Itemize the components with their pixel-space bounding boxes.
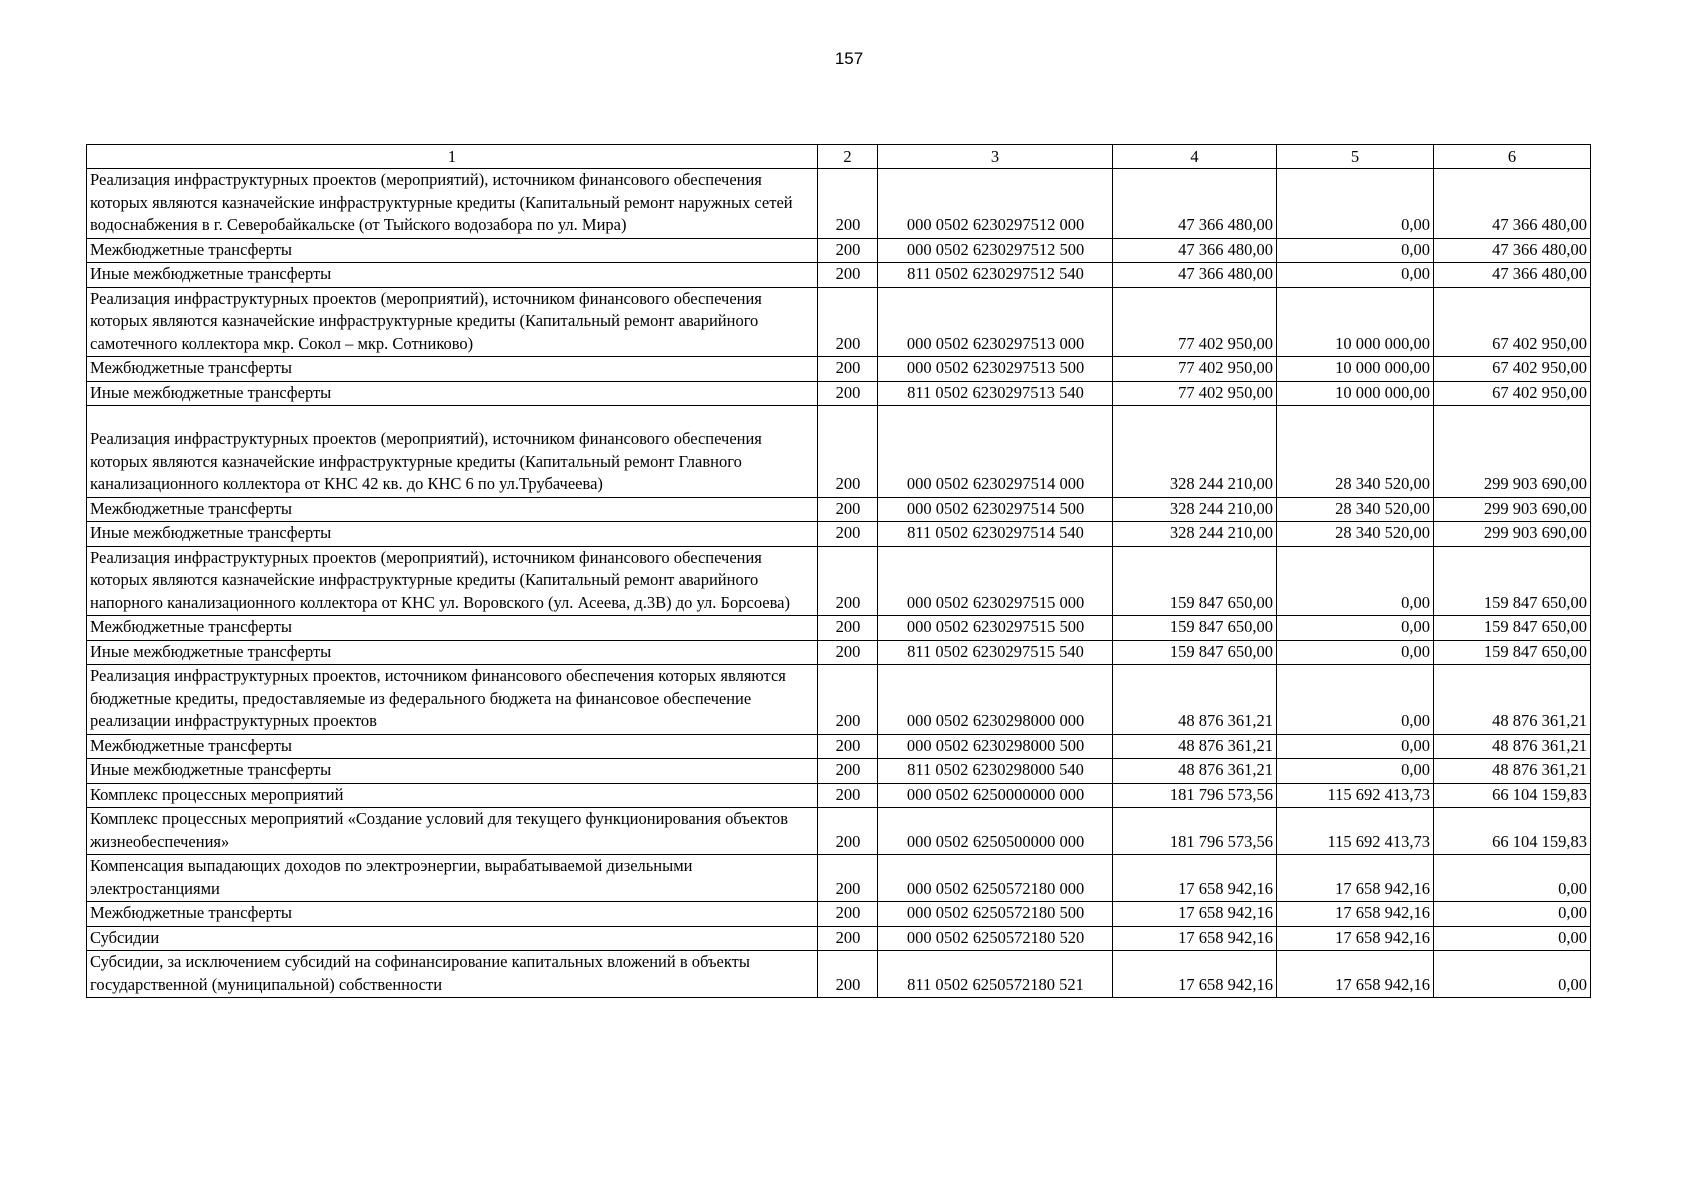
row-col-2: 200 — [818, 357, 878, 382]
header-col-4: 4 — [1113, 145, 1277, 169]
row-col-6: 47 366 480,00 — [1434, 238, 1591, 263]
row-col-2: 200 — [818, 616, 878, 641]
table-row — [87, 238, 1591, 263]
table-row — [87, 616, 1591, 641]
row-col-5: 0,00 — [1277, 759, 1434, 784]
row-col-6: 159 847 650,00 — [1434, 616, 1591, 641]
row-name: Межбюджетные трансферты — [87, 616, 818, 641]
table-row — [87, 522, 1591, 547]
row-col-4: 17 658 942,16 — [1113, 951, 1277, 998]
row-col-5: 28 340 520,00 — [1277, 522, 1434, 547]
row-col-6: 67 402 950,00 — [1434, 357, 1591, 382]
row-col-6: 66 104 159,83 — [1434, 808, 1591, 855]
row-col-2: 200 — [818, 238, 878, 263]
row-col-6: 0,00 — [1434, 926, 1591, 951]
row-col-2: 200 — [818, 406, 878, 498]
row-code: 000 0502 6230298000 000 — [878, 665, 1113, 735]
table-row — [87, 926, 1591, 951]
row-col-5: 10 000 000,00 — [1277, 381, 1434, 406]
table-row — [87, 759, 1591, 784]
table-row — [87, 357, 1591, 382]
row-col-5: 0,00 — [1277, 238, 1434, 263]
row-col-4: 328 244 210,00 — [1113, 522, 1277, 547]
row-col-2: 200 — [818, 855, 878, 902]
row-col-4: 48 876 361,21 — [1113, 665, 1277, 735]
row-col-4: 328 244 210,00 — [1113, 497, 1277, 522]
row-col-6: 66 104 159,83 — [1434, 783, 1591, 808]
row-col-6: 0,00 — [1434, 902, 1591, 927]
row-code: 000 0502 6230297512 500 — [878, 238, 1113, 263]
row-col-5: 28 340 520,00 — [1277, 406, 1434, 498]
row-name: Реализация инфраструктурных проектов (мероприятий), источником финансового обеспечения которых являются казначейские инфраструктурные кредиты (Капитальный ремонт аварийного самотечного коллектора мкр. Сокол – мкр. Сотниково) — [87, 287, 818, 357]
row-col-4: 328 244 210,00 — [1113, 406, 1277, 498]
table-row — [87, 855, 1591, 902]
row-name: Субсидии, за исключением субсидий на софинансирование капитальных вложений в объекты государственной (муниципальной) собственности — [87, 951, 818, 998]
row-code: 811 0502 6230297515 540 — [878, 640, 1113, 665]
row-col-6: 299 903 690,00 — [1434, 406, 1591, 498]
table-row — [87, 169, 1591, 239]
row-col-5: 10 000 000,00 — [1277, 287, 1434, 357]
row-col-5: 0,00 — [1277, 546, 1434, 616]
row-code: 000 0502 6250000000 000 — [878, 783, 1113, 808]
row-code: 000 0502 6250500000 000 — [878, 808, 1113, 855]
row-col-4: 77 402 950,00 — [1113, 287, 1277, 357]
row-name: Межбюджетные трансферты — [87, 357, 818, 382]
table-row — [87, 951, 1591, 998]
row-col-4: 48 876 361,21 — [1113, 759, 1277, 784]
row-name: Комплекс процессных мероприятий «Создание условий для текущего функционирования объектов жизнеобеспечения» — [87, 808, 818, 855]
row-col-5: 0,00 — [1277, 169, 1434, 239]
row-name: Иные межбюджетные трансферты — [87, 263, 818, 288]
row-col-2: 200 — [818, 169, 878, 239]
table-row — [87, 406, 1591, 498]
row-col-2: 200 — [818, 263, 878, 288]
row-code: 000 0502 6230297515 500 — [878, 616, 1113, 641]
row-col-4: 159 847 650,00 — [1113, 616, 1277, 641]
row-col-2: 200 — [818, 759, 878, 784]
row-col-5: 0,00 — [1277, 734, 1434, 759]
row-code: 000 0502 6250572180 000 — [878, 855, 1113, 902]
row-name: Реализация инфраструктурных проектов, источником финансового обеспечения которых являются бюджетные кредиты, предоставляемые из федерального бюджета на финансовое обеспечение реализации инфраструктурных проектов — [87, 665, 818, 735]
row-name: Иные межбюджетные трансферты — [87, 381, 818, 406]
table-row — [87, 783, 1591, 808]
table-row — [87, 808, 1591, 855]
row-code: 000 0502 6230297512 000 — [878, 169, 1113, 239]
row-name: Межбюджетные трансферты — [87, 902, 818, 927]
row-code: 811 0502 6230297514 540 — [878, 522, 1113, 547]
row-col-2: 200 — [818, 522, 878, 547]
row-col-2: 200 — [818, 640, 878, 665]
budget-table — [86, 144, 1591, 998]
header-col-1: 1 — [87, 145, 818, 169]
row-col-2: 200 — [818, 381, 878, 406]
row-col-6: 48 876 361,21 — [1434, 734, 1591, 759]
row-col-4: 17 658 942,16 — [1113, 855, 1277, 902]
row-col-5: 10 000 000,00 — [1277, 357, 1434, 382]
header-row — [87, 145, 1591, 169]
row-col-4: 48 876 361,21 — [1113, 734, 1277, 759]
header-col-5: 5 — [1277, 145, 1434, 169]
row-col-5: 0,00 — [1277, 616, 1434, 641]
row-col-4: 159 847 650,00 — [1113, 546, 1277, 616]
row-col-2: 200 — [818, 665, 878, 735]
row-col-6: 48 876 361,21 — [1434, 759, 1591, 784]
row-col-5: 115 692 413,73 — [1277, 808, 1434, 855]
row-col-4: 47 366 480,00 — [1113, 238, 1277, 263]
row-name: Реализация инфраструктурных проектов (мероприятий), источником финансового обеспечения которых являются казначейские инфраструктурные кредиты (Капитальный ремонт наружных сетей водоснабжения в г. Северобайкальске (от Тыйского водозабора по ул. Мира) — [87, 169, 818, 239]
row-col-2: 200 — [818, 497, 878, 522]
row-col-5: 17 658 942,16 — [1277, 855, 1434, 902]
table-row — [87, 546, 1591, 616]
row-code: 811 0502 6230297513 540 — [878, 381, 1113, 406]
row-col-6: 47 366 480,00 — [1434, 169, 1591, 239]
row-col-6: 67 402 950,00 — [1434, 381, 1591, 406]
row-col-6: 48 876 361,21 — [1434, 665, 1591, 735]
row-col-6: 159 847 650,00 — [1434, 640, 1591, 665]
row-col-5: 17 658 942,16 — [1277, 951, 1434, 998]
row-col-6: 299 903 690,00 — [1434, 497, 1591, 522]
row-col-5: 0,00 — [1277, 263, 1434, 288]
row-col-2: 200 — [818, 734, 878, 759]
row-code: 811 0502 6250572180 521 — [878, 951, 1113, 998]
row-col-6: 159 847 650,00 — [1434, 546, 1591, 616]
row-col-2: 200 — [818, 808, 878, 855]
table-row — [87, 263, 1591, 288]
row-name: Межбюджетные трансферты — [87, 497, 818, 522]
table-row — [87, 734, 1591, 759]
row-col-4: 47 366 480,00 — [1113, 169, 1277, 239]
row-col-2: 200 — [818, 783, 878, 808]
row-col-6: 0,00 — [1434, 855, 1591, 902]
row-col-6: 299 903 690,00 — [1434, 522, 1591, 547]
row-code: 000 0502 6230297513 000 — [878, 287, 1113, 357]
row-code: 000 0502 6230297514 500 — [878, 497, 1113, 522]
table-row — [87, 640, 1591, 665]
row-name: Иные межбюджетные трансферты — [87, 640, 818, 665]
row-col-2: 200 — [818, 287, 878, 357]
row-col-5: 0,00 — [1277, 665, 1434, 735]
row-name: Иные межбюджетные трансферты — [87, 522, 818, 547]
row-name: Комплекс процессных мероприятий — [87, 783, 818, 808]
row-col-4: 159 847 650,00 — [1113, 640, 1277, 665]
row-code: 000 0502 6230297515 000 — [878, 546, 1113, 616]
row-col-2: 200 — [818, 902, 878, 927]
row-col-5: 0,00 — [1277, 640, 1434, 665]
row-name: Компенсация выпадающих доходов по электроэнергии, вырабатываемой дизельными электростанциями — [87, 855, 818, 902]
row-col-6: 0,00 — [1434, 951, 1591, 998]
row-name: Иные межбюджетные трансферты — [87, 759, 818, 784]
row-col-5: 17 658 942,16 — [1277, 926, 1434, 951]
page-number: 157 — [834, 49, 864, 68]
row-col-6: 67 402 950,00 — [1434, 287, 1591, 357]
row-col-2: 200 — [818, 926, 878, 951]
table-row — [87, 497, 1591, 522]
row-code: 000 0502 6230297513 500 — [878, 357, 1113, 382]
row-name: Реализация инфраструктурных проектов (мероприятий), источником финансового обеспечения которых являются казначейские инфраструктурные кредиты (Капитальный ремонт Главного канализационного коллектора от КНС 42 кв. до КНС 6 по ул.Трубачеева) — [87, 406, 818, 498]
row-name: Межбюджетные трансферты — [87, 734, 818, 759]
row-col-5: 17 658 942,16 — [1277, 902, 1434, 927]
table-row — [87, 665, 1591, 735]
row-col-4: 47 366 480,00 — [1113, 263, 1277, 288]
row-code: 811 0502 6230297512 540 — [878, 263, 1113, 288]
row-name: Субсидии — [87, 926, 818, 951]
row-col-2: 200 — [818, 546, 878, 616]
row-col-2: 200 — [818, 951, 878, 998]
row-code: 000 0502 6250572180 520 — [878, 926, 1113, 951]
table-row — [87, 902, 1591, 927]
row-col-4: 17 658 942,16 — [1113, 902, 1277, 927]
row-code: 811 0502 6230298000 540 — [878, 759, 1113, 784]
row-code: 000 0502 6230298000 500 — [878, 734, 1113, 759]
row-name: Межбюджетные трансферты — [87, 238, 818, 263]
row-col-4: 181 796 573,56 — [1113, 808, 1277, 855]
row-col-4: 17 658 942,16 — [1113, 926, 1277, 951]
row-col-4: 77 402 950,00 — [1113, 381, 1277, 406]
header-col-2: 2 — [818, 145, 878, 169]
table-row — [87, 287, 1591, 357]
row-code: 000 0502 6250572180 500 — [878, 902, 1113, 927]
table-row — [87, 381, 1591, 406]
header-col-6: 6 — [1434, 145, 1591, 169]
row-col-6: 47 366 480,00 — [1434, 263, 1591, 288]
row-col-4: 77 402 950,00 — [1113, 357, 1277, 382]
row-col-5: 115 692 413,73 — [1277, 783, 1434, 808]
row-name: Реализация инфраструктурных проектов (мероприятий), источником финансового обеспечения которых являются казначейские инфраструктурные кредиты (Капитальный ремонт аварийного напорного канализационного коллектора от КНС ул. Воровского (ул. Асеева, д.3В) до ул. Борсоева) — [87, 546, 818, 616]
row-col-5: 28 340 520,00 — [1277, 497, 1434, 522]
row-col-4: 181 796 573,56 — [1113, 783, 1277, 808]
header-col-3: 3 — [878, 145, 1113, 169]
row-code: 000 0502 6230297514 000 — [878, 406, 1113, 498]
